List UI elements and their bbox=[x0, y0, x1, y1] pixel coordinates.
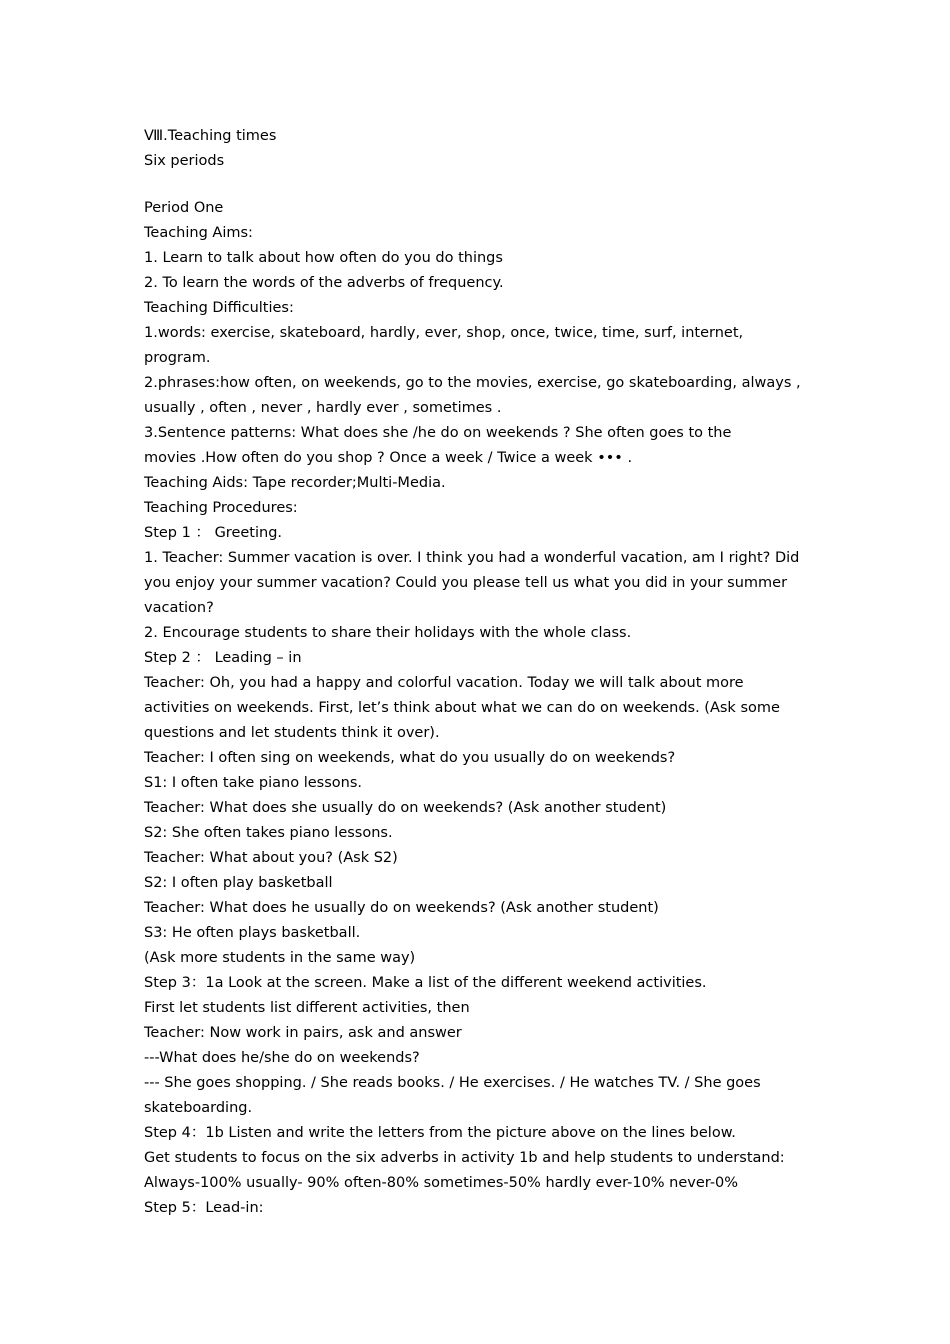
text-line: usually , often , never , hardly ever , sometimes . bbox=[144, 400, 502, 416]
section-heading: Ⅷ.Teaching times bbox=[144, 128, 277, 144]
step-heading: Step 3：1a Look at the screen. Make a list of the different weekend activities. bbox=[144, 975, 707, 991]
text-line: skateboarding. bbox=[144, 1100, 253, 1116]
step-heading: Step 1 ： Greeting. bbox=[144, 525, 283, 541]
text-line: S2: She often takes piano lessons. bbox=[144, 825, 393, 841]
text-line: (Ask more students in the same way) bbox=[144, 950, 416, 966]
text-line: 1. Learn to talk about how often do you do things bbox=[144, 250, 503, 266]
text-line: 2.phrases:how often, on weekends, go to the movies, exercise, go skateboarding, always , bbox=[144, 375, 801, 391]
text-line: S3: He often plays basketball. bbox=[144, 925, 361, 941]
text-line: Teaching Difficulties: bbox=[144, 300, 294, 316]
text-line: vacation? bbox=[144, 600, 214, 616]
document-body bbox=[144, 124, 812, 1221]
text-line: 3.Sentence patterns: What does she /he do on weekends ? She often goes to the bbox=[144, 425, 732, 441]
text-line: Get students to focus on the six adverbs in activity 1b and help students to understand: bbox=[144, 1150, 785, 1166]
text-line: Always-100% usually- 90% often-80% sometimes-50% hardly ever-10% never-0% bbox=[144, 1175, 739, 1191]
text-line: movies .How often do you shop ? Once a week / Twice a week ••• . bbox=[144, 450, 633, 466]
text-line: S2: I often play basketball bbox=[144, 875, 333, 891]
text-line: S1: I often take piano lessons. bbox=[144, 775, 362, 791]
text-line: Teacher: What about you? (Ask S2) bbox=[144, 850, 398, 866]
text-line: you enjoy your summer vacation? Could you please tell us what you did in your summer bbox=[144, 575, 788, 591]
text-line: --- She goes shopping. / She reads books. / He exercises. / He watches TV. / She goes bbox=[144, 1075, 761, 1091]
blank-line bbox=[144, 174, 812, 196]
text-line: Six periods bbox=[144, 153, 225, 169]
text-line: 1. Teacher: Summer vacation is over. I think you had a wonderful vacation, am I right? Did bbox=[144, 550, 800, 566]
text-line: Teacher: Oh, you had a happy and colorful vacation. Today we will talk about more bbox=[144, 675, 744, 691]
text-line: 1.words: exercise, skateboard, hardly, ever, shop, once, twice, time, surf, internet, bbox=[144, 325, 744, 341]
text-line: 2. Encourage students to share their holidays with the whole class. bbox=[144, 625, 632, 641]
text-line: Teaching Aims: bbox=[144, 225, 253, 241]
step-heading: Step 2 ： Leading – in bbox=[144, 650, 302, 666]
text-line: questions and let students think it over). bbox=[144, 725, 440, 741]
text-line: ---What does he/she do on weekends? bbox=[144, 1050, 420, 1066]
text-line: Teaching Procedures: bbox=[144, 500, 298, 516]
step-heading: Step 5：Lead-in: bbox=[144, 1200, 264, 1216]
text-line: Teaching Aids: Tape recorder;Multi-Media. bbox=[144, 475, 446, 491]
text-line: program. bbox=[144, 350, 211, 366]
period-heading: Period One bbox=[144, 200, 224, 216]
text-line: Teacher: What does she usually do on weekends? (Ask another student) bbox=[144, 800, 667, 816]
text-line: Teacher: Now work in pairs, ask and answer bbox=[144, 1025, 462, 1041]
text-line: Teacher: What does he usually do on weekends? (Ask another student) bbox=[144, 900, 659, 916]
text-line: First let students list different activities, then bbox=[144, 1000, 470, 1016]
step-heading: Step 4：1b Listen and write the letters from the picture above on the lines below. bbox=[144, 1125, 736, 1141]
text-line: Teacher: I often sing on weekends, what do you usually do on weekends? bbox=[144, 750, 676, 766]
text-line: activities on weekends. First, let’s think about what we can do on weekends. (Ask some bbox=[144, 700, 780, 716]
text-line: 2. To learn the words of the adverbs of frequency. bbox=[144, 275, 504, 291]
